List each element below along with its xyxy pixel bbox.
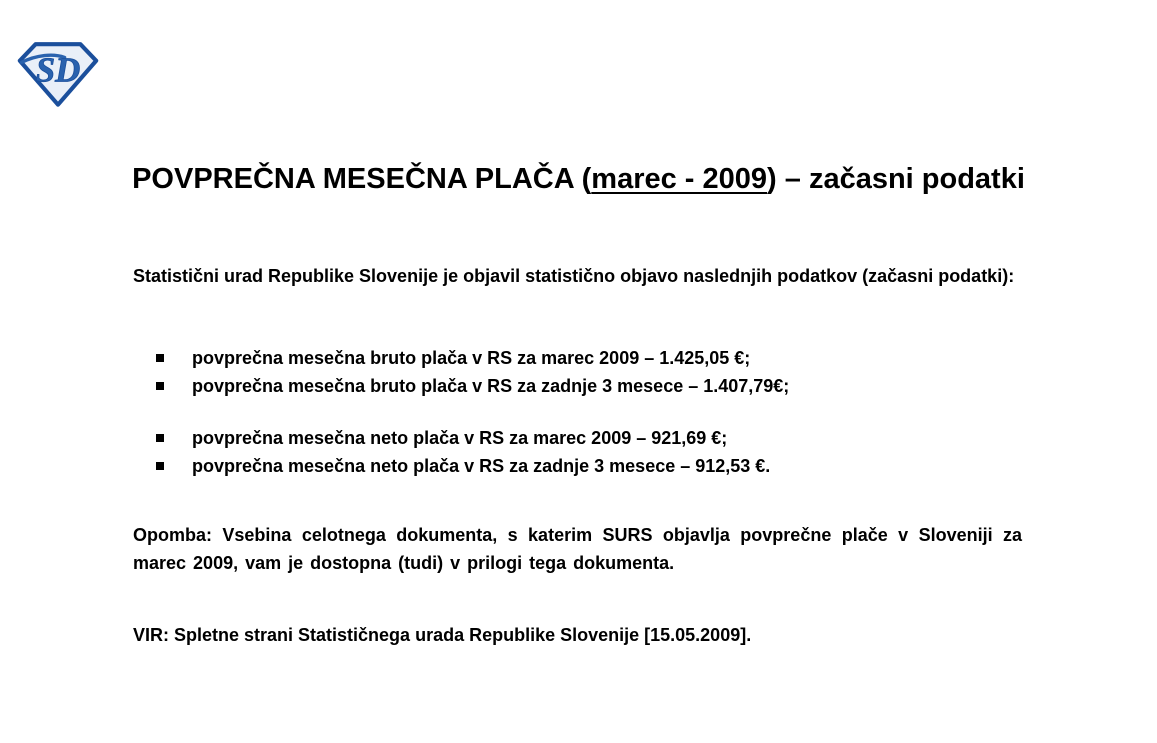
source-line: VIR: Spletne strani Statističnega urada Republike Slovenije [15.05.2009]. [133, 625, 752, 645]
bullet-square-icon [156, 434, 164, 442]
page-title [0, 163, 1157, 196]
bullet-square-icon [156, 354, 164, 362]
bullet-text-bruto-zadnje: povprečna mesečna bruto plača v RS za zadnje 3 mesece – 1.407,79€; [192, 376, 790, 396]
sd-logo-icon [16, 40, 100, 108]
list-item [156, 372, 789, 400]
bullet-text-neto-marec: povprečna mesečna neto plača v RS za marec 2009 – 921,69 €; [192, 428, 728, 448]
neto-bullet-list [156, 424, 770, 480]
title-underlined-period: marec - 2009 [591, 163, 768, 195]
bullet-square-icon [156, 462, 164, 470]
bullet-text-neto-zadnje: povprečna mesečna neto plača v RS za zadnje 3 mesece – 912,53 €. [192, 456, 771, 476]
list-item [156, 424, 770, 452]
bullet-square-icon [156, 382, 164, 390]
sd-logo [16, 40, 100, 108]
sd-logo-letters: SD [35, 50, 81, 90]
title-prefix: POVPREČNA MESEČNA PLAČA ( [132, 163, 592, 195]
list-item [156, 344, 789, 372]
intro-paragraph: Statistični urad Republike Slovenije je objavil statistično objavo naslednjih podatkov (začasni podatki): [133, 266, 1015, 286]
bullet-text-bruto-marec: povprečna mesečna bruto plača v RS za marec 2009 – 1.425,05 €; [192, 348, 751, 368]
note-paragraph: Opomba: Vsebina celotnega dokumenta, s katerim SURS objavlja povprečne plače v Sloveniji za marec 2009, vam je dostopna (tudi) v prilogi tega dokumenta. [133, 525, 1022, 573]
title-suffix: ) – začasni podatki [767, 163, 1025, 195]
bruto-bullet-list [156, 344, 789, 400]
list-item [156, 452, 770, 480]
